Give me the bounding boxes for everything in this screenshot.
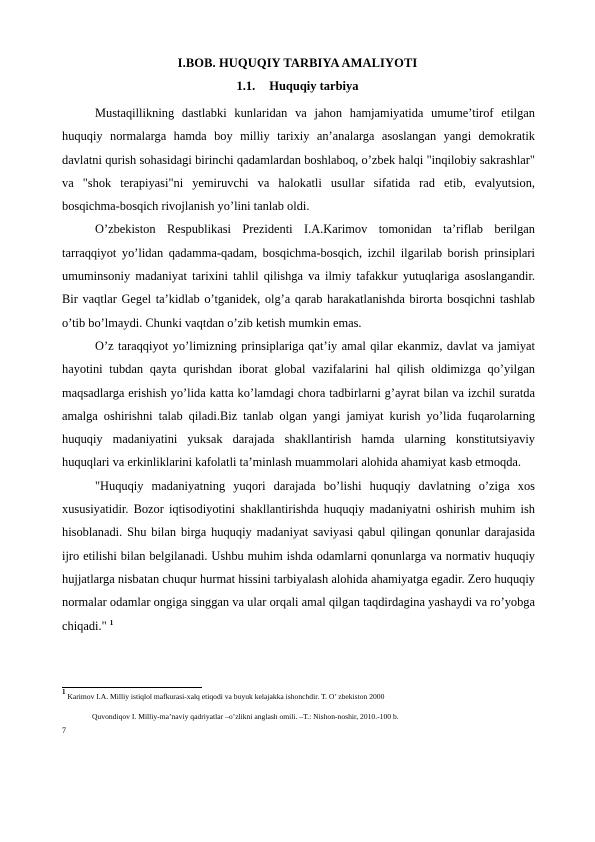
- footnote-1-text: Karimov I.A. Milliy istiqlol mafkurasi-xalq etiqodi va buyuk kelajakka ishonchdir. T. O’ zbekiston 2000: [67, 692, 385, 701]
- page-number: 7: [62, 726, 66, 735]
- section-heading: [0, 79, 595, 94]
- paragraph-4-text: "Huquqiy madaniyatning yuqori darajada bo’lishi huquqiy davlatning o’ziga xos xususiyatidir. Bozor iqtisodiyotini shakllantirishda huquqiy madaniyatni oshirish muhim ish hisoblanadi. Shu bilan birga huquqiy madaniyat saviyasi qabul qilingan qonunlar darajasida ijro etilishi bilan belgilanadi. Ushbu muhim ishda odamlarni qonunlarga va normativ huquqiy hujjatlarga nisbatan chuqur hurmat hissini tarbiyalash alohida ahamiyatga egadir. Zero huquqiy normalar odamlar ongiga singgan va ular orqali amal qilgan taqdirdagina yashaydi va ro’yobga chiqadi.": [62, 478, 535, 633]
- paragraph-4: [62, 475, 535, 638]
- footnote-2-text: Quvondiqov I. Milliy-ma’naviy qadriyatlar –o’zlikni anglash omili. –T.: Nishon-noshir, 2010.-100 b.: [92, 712, 399, 721]
- footnote-2: [92, 712, 552, 722]
- section-number: 1.1.: [236, 79, 256, 93]
- footnote-reference: 1: [109, 618, 114, 627]
- paragraph-3: O’z taraqqiyot yo’limizning prinsiplariga qat’iy amal qilar ekanmiz, davlat va jamiyat hayotini tubdan qayta qurishdan iborat global vazifalarini hal qilish oldimizga qo’yilgan maqsadlarga erishish yo’lida katta ko’lamdagi chora tadbirlarni g’ayrat bilan va izchil suratda amalga oshirishni talab qiladi.Biz tanlab olgan yangi jamiyat kurish yo’lida fuqarolarning huquqiy madaniyatini yuksak darajada shakllantirish hamda ularning konstitutsiyaviy huquqlari va erkinliklarini kafolatli ta’minlash muammolari alohida ahamiyat kasb etmoqda.: [62, 338, 535, 470]
- footnote-1: [62, 688, 542, 702]
- chapter-title: I.BOB. HUQUQIY TARBIYA AMALIYOTI: [177, 56, 418, 70]
- footnote-1-marker: 1: [62, 688, 66, 696]
- section-title: Huquqiy tarbiya: [269, 79, 359, 93]
- paragraph-2: O’zbekiston Respublikasi Prezidenti I.A.Karimov tomonidan ta’riflab berilgan tarraqqiyot yo’lidan qadamma-qadam, bosqichma-bosqich, izchil ilgarilab borish prinsiplari umuminsoniy madaniyat tarixini tahlil qilishga va ilmiy tafakkur yutuqlariga asoslangandir. Bir vaqtlar Gegel ta’kidlab o’tganidek, olg’a qarab harakatlanishda birorta bosqichni tashlab o’tib bo’lmaydi. Chunki vaqtdan o’zib ketish mumkin emas.: [62, 222, 535, 330]
- paragraph-1: Mustaqillikning dastlabki kunlaridan va jahon hamjamiyatida umume’tirof etilgan huquqiy normalarga hamda boy milliy tarixiy an’analarga asoslangan yangi demokratik davlatni qurish sohasidagi birinchi qadamlardan boshlaboq, o’zbek halqi "inqilobiy sakrashlar" va "shok terapiyasi"ni yemiruvchi va halokatli usullar sifatida rad etib, evalyutsion, bosqichma-bosqich rivojlanish yo’lini tanlab oldi.: [62, 106, 535, 214]
- footnote-separator: [62, 687, 202, 688]
- body-text: [62, 102, 535, 638]
